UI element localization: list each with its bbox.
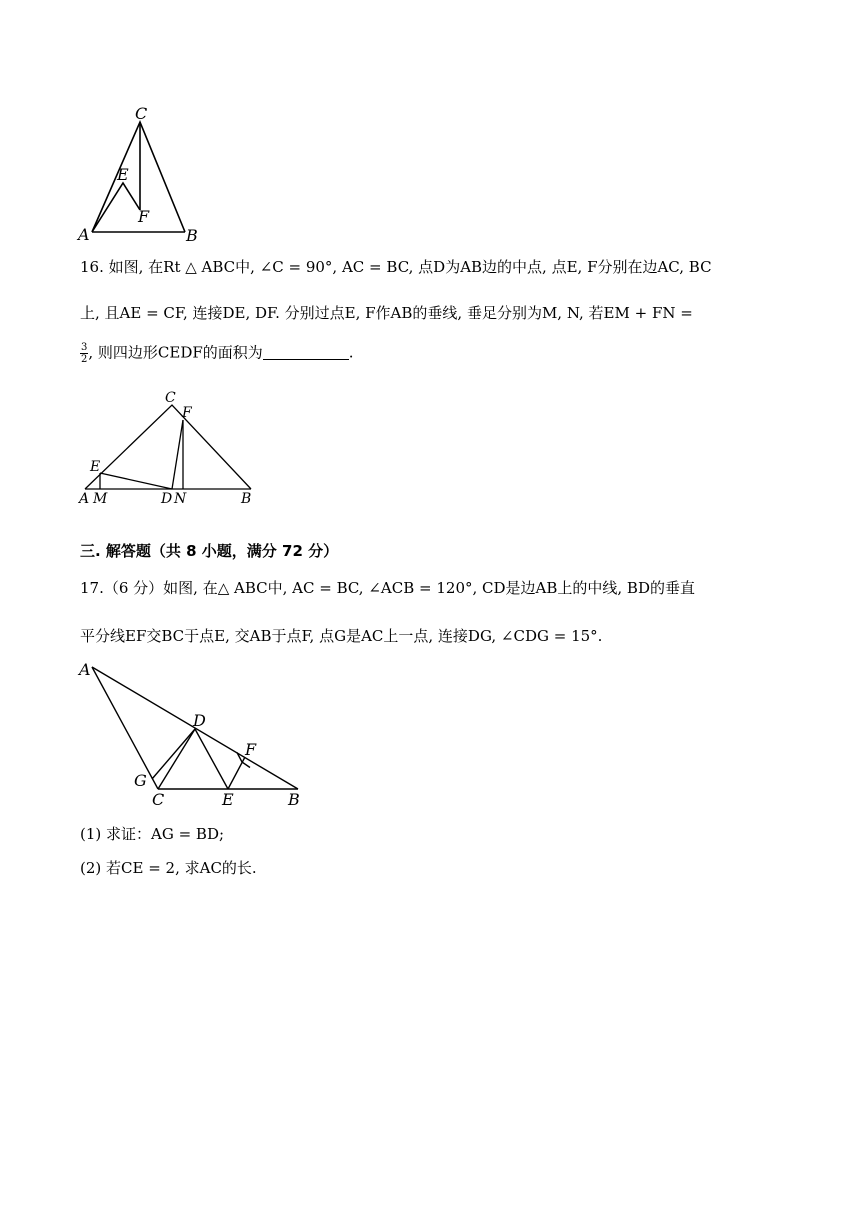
fig17-label-d: D (193, 711, 206, 730)
fig16-label-b: B (241, 491, 252, 507)
q17-part1: (1) 求证：AG = BD; (80, 825, 225, 843)
fig17-label-c: C (152, 790, 165, 809)
fig17-label-a: A (79, 660, 91, 679)
fig17-segment-dg (152, 729, 195, 779)
fig15-segment-aef (92, 183, 140, 232)
q16-line3-end: . (348, 343, 354, 362)
fig17-label-e: E (222, 790, 234, 809)
figure-15-triangle (70, 100, 220, 245)
q16-line3-text: , 则四边形CEDF的面积为 (88, 343, 263, 362)
fig16-label-e: E (90, 459, 101, 475)
q16-line2: 上, 且AE = CF, 连接DE, DF. 分别过点E, F作AB的垂线, 垂足分别为M, N, 若EM + FN = (80, 304, 693, 322)
fig17-label-f: F (245, 740, 257, 759)
section-3-heading: 三. 解答题（共 8 小题，满分 72 分） (80, 542, 339, 560)
fig16-segment-df (172, 420, 183, 489)
fig17-segment-ac (92, 667, 158, 789)
fig15-label-a: A (78, 225, 90, 244)
q16-frac-den: 2 (81, 354, 88, 365)
q17-line1: 17.（6 分）如图, 在△ ABC中, AC = BC, ∠ACB = 120°, CD是边AB上的中线, BD的垂直 (80, 579, 695, 597)
fig16-label-m: M (93, 491, 108, 507)
fig15-label-f: F (138, 207, 150, 226)
figure-17-triangle (70, 655, 320, 810)
q17-part2: (2) 若CE = 2, 求AC的长. (80, 859, 257, 877)
fig16-label-a: A (79, 491, 90, 507)
q16-line3 (80, 342, 354, 365)
fig15-label-b: B (186, 226, 198, 245)
fig16-outer-triangle (85, 405, 251, 489)
q16-line1: 16. 如图, 在Rt △ ABC中, ∠C = 90°, AC = BC, 点D为AB边的中点, 点E, F分别在边AC, BC (80, 258, 712, 276)
fig16-label-d: D (161, 491, 173, 507)
q16-frac-num: 3 (81, 342, 88, 353)
fig15-label-c: C (135, 104, 148, 123)
fig16-label-c: C (165, 390, 176, 406)
q16-answer-blank[interactable] (263, 345, 349, 360)
fig17-label-b: B (288, 790, 300, 809)
figure-16-triangle (75, 385, 265, 510)
fig15-label-e: E (117, 165, 129, 184)
fig16-label-n: N (174, 491, 187, 507)
fig16-label-f: F (182, 405, 192, 421)
q17-line2: 平分线EF交BC于点E, 交AB于点F, 点G是AC上一点, 连接DG, ∠CDG = 15°. (80, 627, 603, 645)
fig16-segment-ed (100, 473, 172, 489)
fig17-label-g: G (134, 771, 147, 790)
fig17-segment-cd (158, 729, 195, 789)
